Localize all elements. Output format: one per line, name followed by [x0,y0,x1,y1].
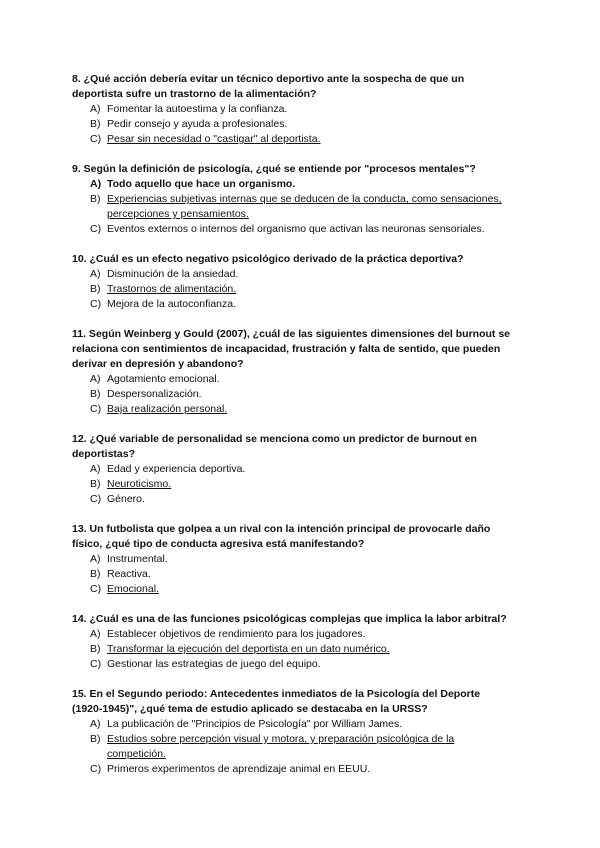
option-text: Instrumental. [107,553,168,565]
option-letter: C) [90,583,102,595]
option-c [72,402,512,417]
option-text-marked: Trastornos de alimentación. [107,283,237,295]
option-a [72,372,512,387]
option-text: Pedir consejo y ayuda a profesionales. [107,118,288,130]
option-text: La publicación de "Principios de Psicología" por William James. [107,718,403,730]
option-letter: B) [90,118,101,130]
option-text-marked: Transformar la ejecución del deportista en un dato numérico. [107,643,390,655]
question-title: 12. ¿Qué variable de personalidad se menciona como un predictor de burnout en deportistas? [72,433,477,460]
question-15 [72,687,512,777]
option-text: Género. [107,493,145,505]
option-b [72,117,512,132]
question-list [72,72,512,792]
option-letter: B) [90,283,101,295]
option-a [72,627,512,642]
option-letter: A) [90,553,101,565]
option-letter: A) [90,103,101,115]
question-title: 13. Un futbolista que golpea a un rival con la intención principal de provocarle daño físico, ¿qué tipo de conducta agresiva está manifestando? [72,523,491,550]
option-b [72,732,512,762]
option-letter: B) [90,193,101,205]
option-text: Despersonalización. [107,388,202,400]
option-text: Eventos externos o internos del organismo que activan las neuronas sensoriales. [107,223,485,235]
option-b [72,642,512,657]
option-letter: B) [90,568,101,580]
option-letter: A) [90,628,101,640]
option-letter: C) [90,223,102,235]
option-letter: C) [90,133,102,145]
option-text: Primeros experimentos de aprendizaje animal en EEUU. [107,763,371,775]
option-letter: C) [90,658,102,670]
option-text: Agotamiento emocional. [107,373,220,385]
question-title: 15. En el Segundo periodo: Antecedentes inmediatos de la Psicología del Deporte (1920-1945)", ¿qué tema de estudio aplicado se destacaba en la URSS? [72,688,481,715]
option-b [72,387,512,402]
option-text: Gestionar las estrategias de juego del equipo. [107,658,321,670]
option-a [72,267,512,282]
option-text-marked: Estudios sobre percepción visual y motora, y preparación psicológica de la competición. [107,733,455,760]
option-letter: A) [90,268,101,280]
option-text: Fomentar la autoestima y la confianza. [107,103,288,115]
question-12 [72,432,512,507]
option-letter: A) [90,373,101,385]
option-a [72,177,512,192]
option-c [72,492,512,507]
option-text: Establecer objetivos de rendimiento para los jugadores. [107,628,366,640]
question-10 [72,252,512,312]
option-b [72,282,512,297]
option-b [72,567,512,582]
option-c [72,762,512,777]
option-text-marked: Baja realización personal. [107,403,228,415]
option-letter: B) [90,733,101,745]
option-a [72,102,512,117]
option-text-marked: Emocional. [107,583,159,595]
question-title: 9. Según la definición de psicología, ¿qué se entiende por "procesos mentales"? [72,163,476,175]
question-title: 10. ¿Cuál es un efecto negativo psicológico derivado de la práctica deportiva? [72,253,464,265]
option-text-marked: Neuroticismo. [107,478,172,490]
option-letter: A) [90,178,102,190]
option-letter: A) [90,718,101,730]
option-a [72,717,512,732]
option-letter: C) [90,298,102,310]
question-11 [72,327,512,417]
option-text-marked: Experiencias subjetivas internas que se deducen de la conducta, como sensaciones, percepciones y pensamientos. [107,193,502,220]
question-title: 11. Según Weinberg y Gould (2007), ¿cuál de las siguientes dimensiones del burnout se relaciona con sentimientos de incapacidad, frustración y falta de sentido, que pueden derivar en depresión y abandono? [72,328,510,370]
option-c [72,582,512,597]
option-c [72,297,512,312]
option-letter: C) [90,403,102,415]
option-text: Todo aquello que hace un organismo. [107,178,296,190]
option-text: Reactiva. [107,568,151,580]
option-text: Disminución de la ansiedad. [107,268,239,280]
option-a [72,462,512,477]
question-9 [72,162,512,237]
option-text: Mejora de la autoconfianza. [107,298,236,310]
option-letter: B) [90,643,101,655]
option-text-marked: Pesar sin necesidad o "castigar" al deportista. [107,133,321,145]
question-14 [72,612,512,672]
question-8 [72,72,512,147]
option-b [72,477,512,492]
option-letter: B) [90,388,101,400]
option-b [72,192,512,222]
question-title: 8. ¿Qué acción debería evitar un técnico deportivo ante la sospecha de que un deportista sufre un trastorno de la alimentación? [72,73,465,100]
option-letter: A) [90,463,101,475]
option-letter: C) [90,493,102,505]
option-text: Edad y experiencia deportiva. [107,463,246,475]
option-c [72,222,512,237]
option-letter: B) [90,478,101,490]
question-title: 14. ¿Cuál es una de las funciones psicológicas complejas que implica la labor arbitral? [72,613,507,625]
option-a [72,552,512,567]
option-c [72,657,512,672]
option-letter: C) [90,763,102,775]
question-13 [72,522,512,597]
option-c [72,132,512,147]
